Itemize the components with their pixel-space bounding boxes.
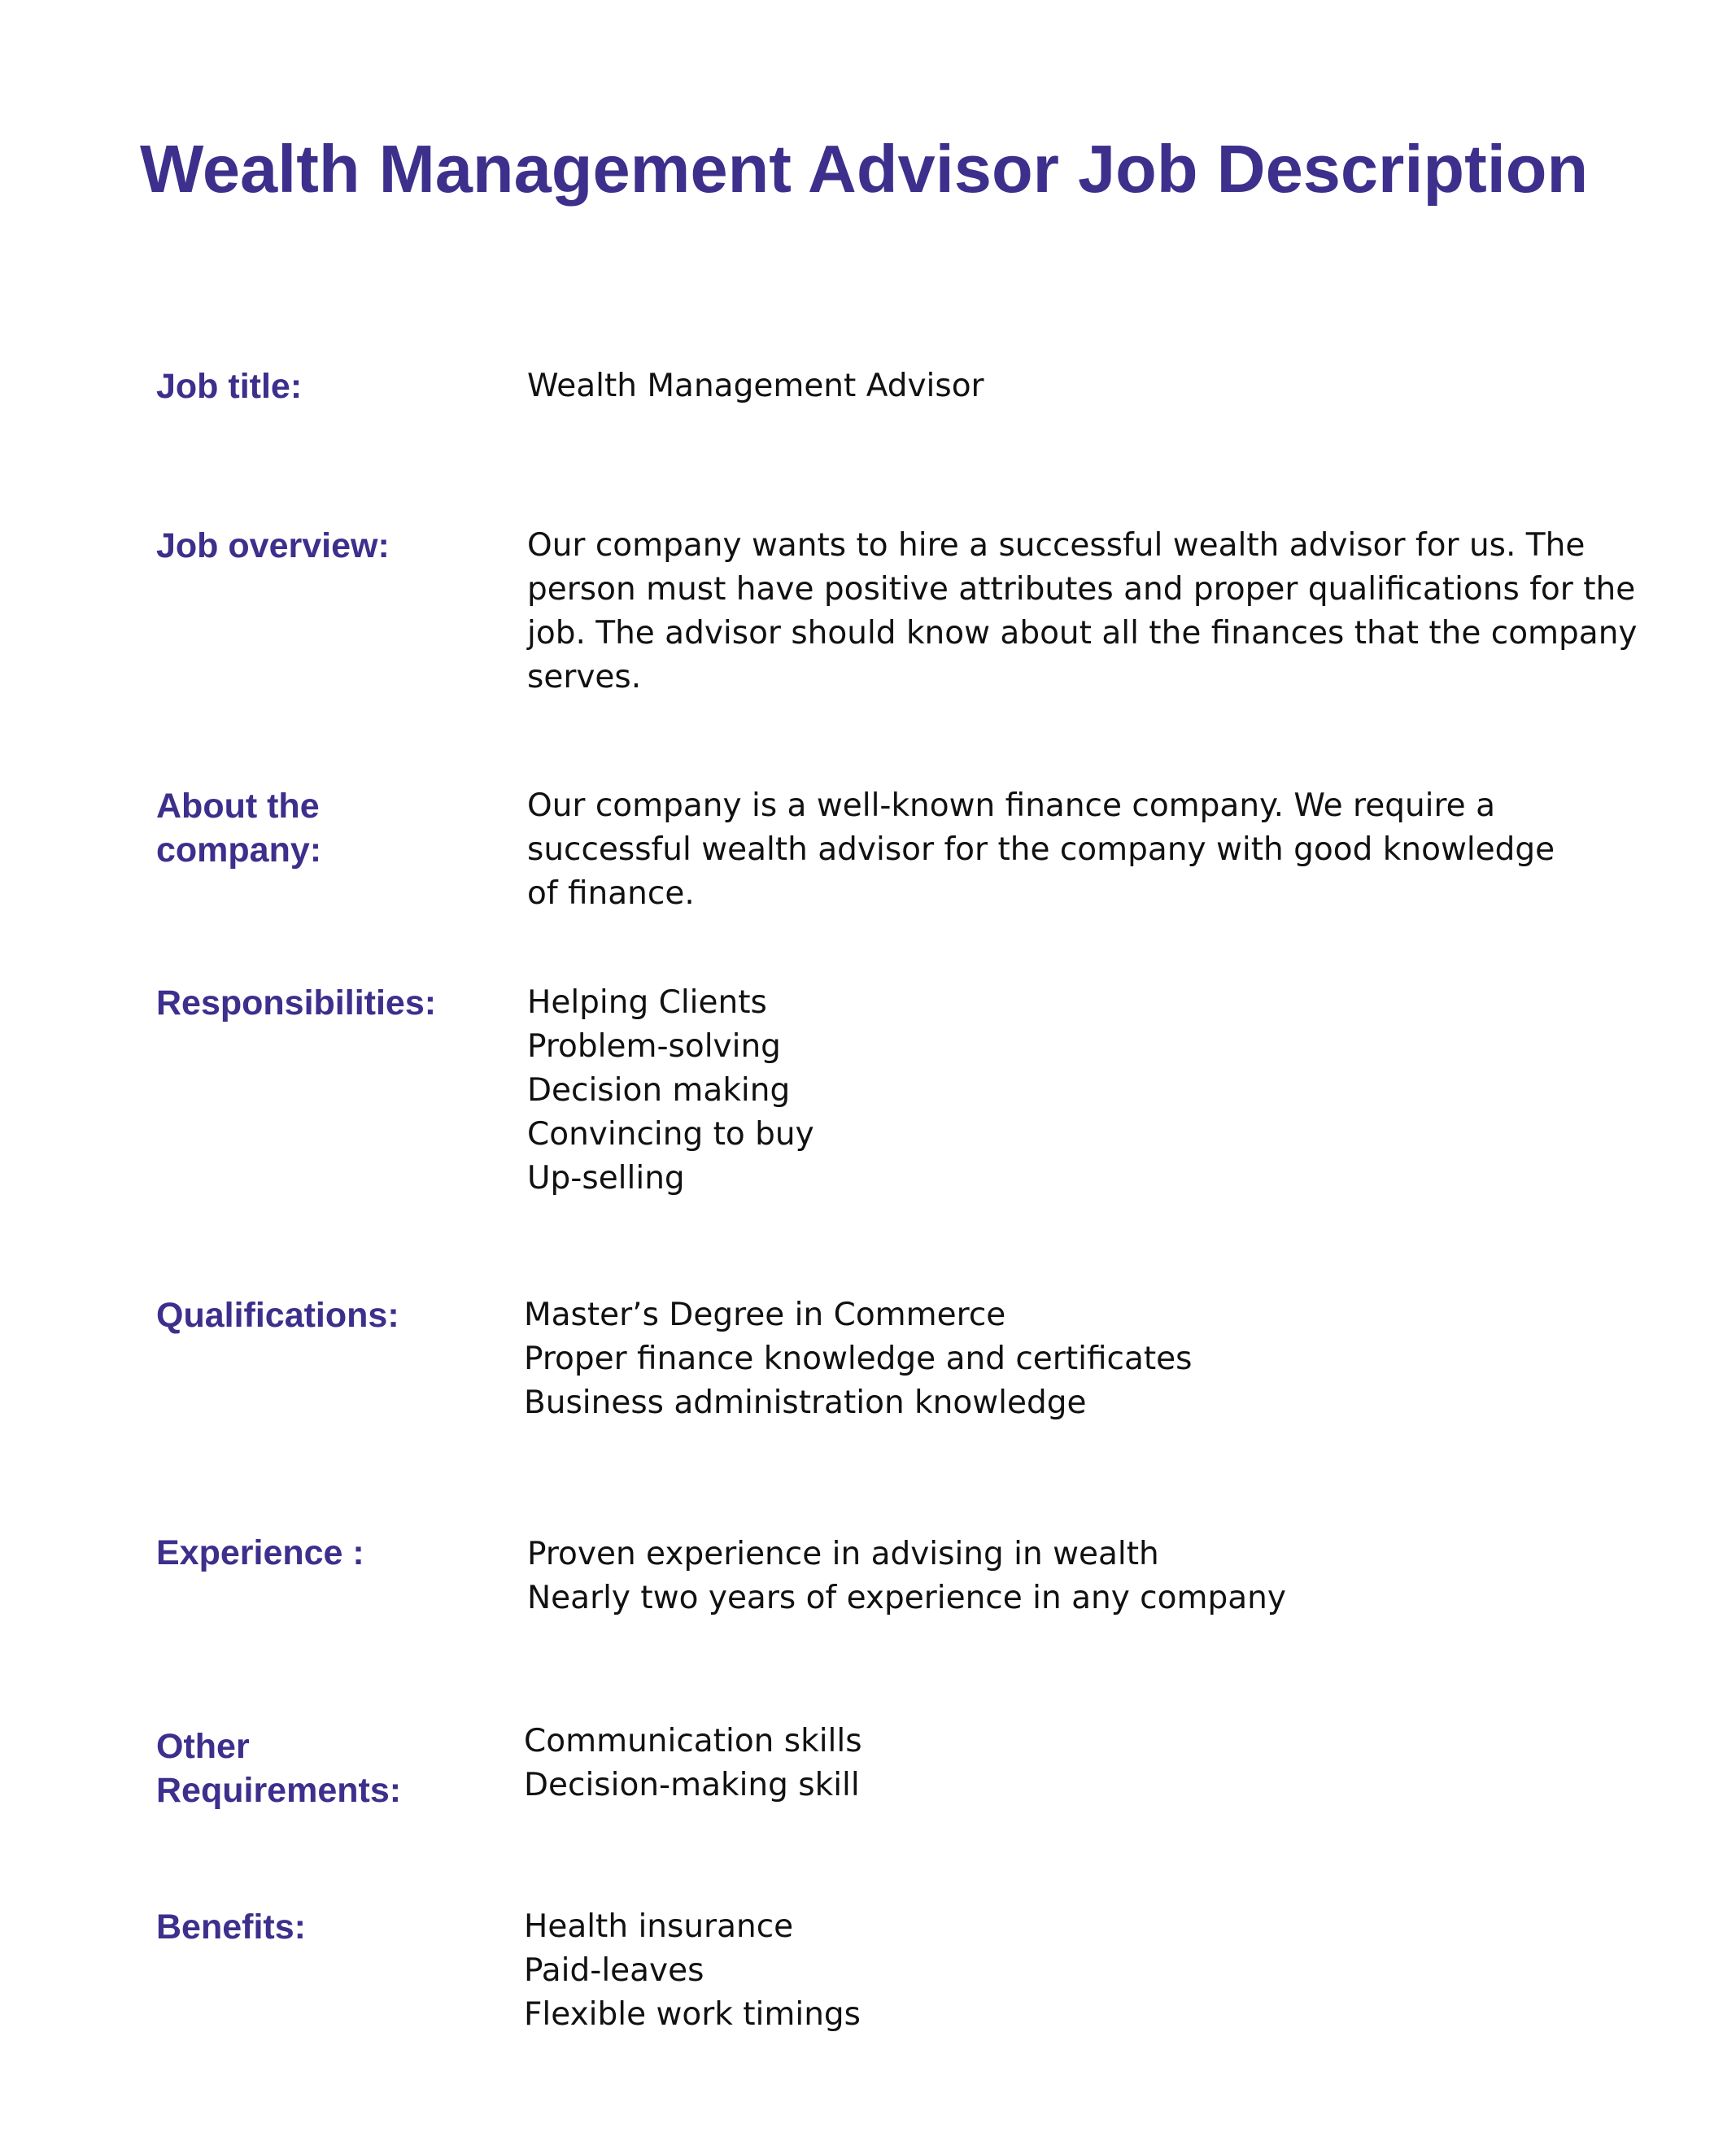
qualifications-label: Qualifications:	[156, 1296, 399, 1335]
list-item: Up-selling	[527, 1160, 685, 1197]
list-item: Health insurance	[524, 1908, 794, 1945]
experience-label: Experience :	[156, 1533, 364, 1572]
responsibilities-label: Responsibilities:	[156, 983, 437, 1022]
benefits-list	[524, 1905, 861, 2037]
list-item: Business administration knowledge	[524, 1384, 1087, 1421]
benefits-label: Benefits:	[156, 1908, 306, 1947]
job-overview-line: serves.	[527, 659, 642, 695]
job-overview-line: Our company wants to hire a successful wealth advisor for us. The	[527, 527, 1586, 564]
list-item: Master’s Degree in Commerce	[524, 1297, 1006, 1333]
about-company-label	[156, 784, 482, 872]
about-company-text	[527, 784, 1555, 916]
job-overview-line: person must have positive attributes and proper qualifications for the	[527, 571, 1636, 608]
qualifications-list	[524, 1293, 1192, 1425]
other-requirements-label-line: Requirements:	[156, 1771, 402, 1810]
about-company-line: of finance.	[527, 875, 695, 912]
other-requirements-label	[156, 1725, 482, 1812]
list-item: Flexible work timings	[524, 1996, 861, 2033]
job-overview-text	[527, 524, 1638, 700]
job-overview-line: job. The advisor should know about all the finances that the company	[527, 615, 1638, 652]
other-requirements-label-line: Other	[156, 1727, 250, 1766]
experience-list	[527, 1533, 1286, 1620]
job-title-value	[527, 364, 984, 408]
job-title-text: Wealth Management Advisor	[527, 368, 984, 404]
list-item: Nearly two years of experience in any company	[527, 1580, 1286, 1616]
list-item: Problem-solving	[527, 1028, 781, 1065]
page-title: Wealth Management Advisor Job Description	[140, 131, 1589, 207]
list-item: Proven experience in advising in wealth	[527, 1536, 1159, 1572]
list-item: Paid-leaves	[524, 1952, 704, 1989]
list-item: Proper finance knowledge and certificates	[524, 1341, 1193, 1377]
list-item: Decision-making skill	[524, 1767, 860, 1803]
responsibilities-list	[527, 981, 814, 1201]
about-company-label-line: company:	[156, 831, 322, 870]
about-company-line: Our company is a well-known finance company. We require a	[527, 787, 1495, 824]
list-item: Communication skills	[524, 1723, 862, 1759]
job-title-label: Job title:	[156, 367, 303, 406]
list-item: Helping Clients	[527, 984, 767, 1021]
job-overview-label: Job overview:	[156, 526, 390, 565]
list-item: Decision making	[527, 1072, 791, 1109]
other-requirements-list	[524, 1720, 862, 1807]
about-company-label-line: About the	[156, 787, 320, 826]
list-item: Convincing to buy	[527, 1116, 814, 1153]
about-company-line: successful wealth advisor for the company with good knowledge	[527, 831, 1555, 868]
